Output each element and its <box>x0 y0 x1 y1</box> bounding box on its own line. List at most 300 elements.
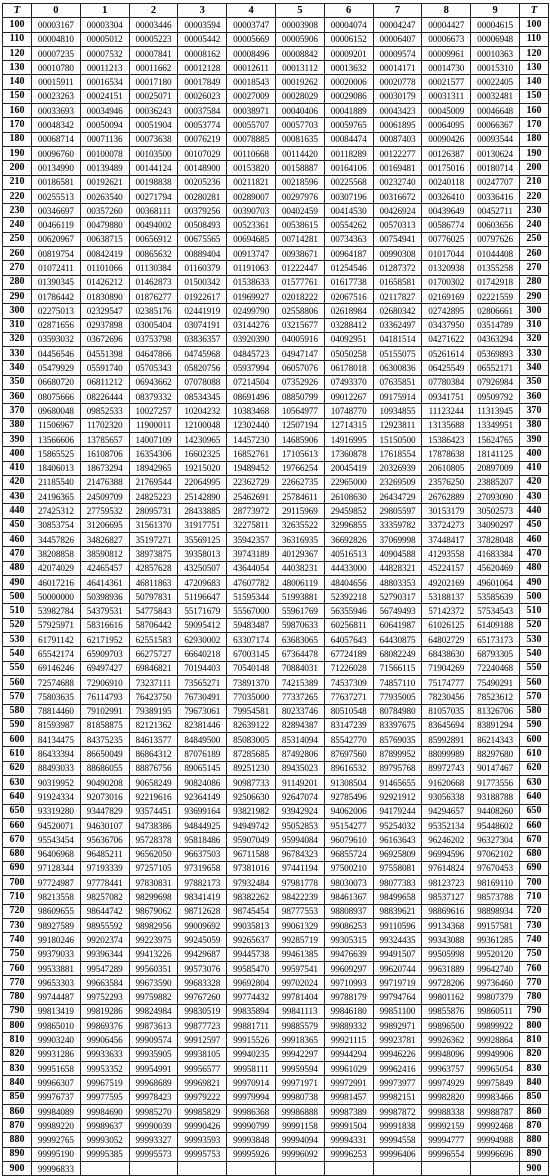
table-cell: 00009201 <box>324 46 373 60</box>
table-cell: 00797626 <box>471 232 520 246</box>
table-cell: 35197271 <box>129 532 178 546</box>
table-cell: 98644742 <box>80 904 129 918</box>
table-cell: 98257082 <box>80 890 129 904</box>
row-label-right: 340 <box>519 361 548 375</box>
row-label-left: 620 <box>3 761 32 775</box>
table-cell: 12100048 <box>178 418 227 432</box>
table-cell: 98169110 <box>471 876 520 890</box>
table-cell: 99938105 <box>178 1047 227 1061</box>
table-cell: 01426212 <box>80 275 129 289</box>
table-cell: 99991158 <box>275 1119 324 1133</box>
table-cell: 99865010 <box>32 1019 81 1033</box>
table-cell: 00008842 <box>275 46 324 60</box>
table-cell: 00004074 <box>324 18 373 32</box>
table-cell: 99673590 <box>129 976 178 990</box>
table-cell: 71226028 <box>324 661 373 675</box>
table-cell: 00192621 <box>80 175 129 189</box>
row-label-right: 690 <box>519 861 548 875</box>
table-cell: 02680342 <box>373 304 422 318</box>
row-label-right: 490 <box>519 575 548 589</box>
row-label-left: 210 <box>3 175 32 189</box>
table-cell: 91149201 <box>275 776 324 790</box>
table-cell: 38973875 <box>129 547 178 561</box>
table-cell: 99988787 <box>471 1104 520 1118</box>
table-row <box>3 776 549 790</box>
table-cell: 93574451 <box>129 804 178 818</box>
table-cell: 84134475 <box>32 733 81 747</box>
table-cell: 05261614 <box>422 347 471 361</box>
row-label-left: 870 <box>3 1119 32 1133</box>
table-row <box>3 790 549 804</box>
table-cell: 01500342 <box>178 275 227 289</box>
table-cell: 99889332 <box>324 1019 373 1033</box>
table-cell: 67364478 <box>275 647 324 661</box>
table-cell: 33724273 <box>422 518 471 532</box>
table-cell: 00107029 <box>178 146 227 160</box>
table-cell: 22662735 <box>275 475 324 489</box>
table-cell: 00015310 <box>471 61 520 75</box>
table-cell: 99992159 <box>422 1119 471 1133</box>
table-cell: 26762889 <box>422 490 471 504</box>
table-cell: 00050094 <box>80 118 129 132</box>
row-label-left: 390 <box>3 432 32 446</box>
table-cell: 00093544 <box>471 132 520 146</box>
table-cell: 53188137 <box>422 590 471 604</box>
table-cell: 99928864 <box>471 1033 520 1047</box>
table-cell: 21185540 <box>32 475 81 489</box>
table-cell: 00452711 <box>471 204 520 218</box>
row-label-right: 640 <box>519 790 548 804</box>
table-cell: 48006119 <box>275 575 324 589</box>
table-cell: 77337265 <box>275 690 324 704</box>
table-row <box>3 919 549 933</box>
table-cell: 00523361 <box>227 218 276 232</box>
table-cell: 58316616 <box>80 618 129 632</box>
table-cell: 02018222 <box>275 289 324 303</box>
table-cell: 98537127 <box>422 890 471 904</box>
table-cell: 13566606 <box>32 432 81 446</box>
table-cell: 96327304 <box>471 833 520 847</box>
table-cell: 00010363 <box>471 46 520 60</box>
table-cell: 00656912 <box>129 232 178 246</box>
row-label-right: 900 <box>519 1162 548 1176</box>
table-cell: 99993848 <box>227 1133 276 1147</box>
table-cell: 93699164 <box>178 804 227 818</box>
row-label-right: 810 <box>519 1033 548 1047</box>
table-cell: 79954581 <box>227 704 276 718</box>
table-cell: 00466119 <box>32 218 81 232</box>
table-cell: 98679062 <box>129 904 178 918</box>
table-cell: 99877723 <box>178 1019 227 1033</box>
table-cell: 00061895 <box>373 118 422 132</box>
row-label-right: 760 <box>519 961 548 975</box>
table-cell: 99994331 <box>324 1133 373 1147</box>
table-cell: 85314094 <box>275 733 324 747</box>
table-cell: 89251230 <box>227 761 276 775</box>
table-cell: 34457826 <box>32 532 81 546</box>
row-label-right: 180 <box>519 132 548 146</box>
table-cell: 48404656 <box>324 575 373 589</box>
table-cell: 99885579 <box>275 1019 324 1033</box>
table-cell: 64802729 <box>422 633 471 647</box>
table-cell: 00675565 <box>178 232 227 246</box>
table-cell: 00068714 <box>32 132 81 146</box>
table-row <box>3 490 549 504</box>
table-cell: 99157581 <box>471 919 520 933</box>
table-cell: 95254032 <box>373 818 422 832</box>
table-cell: 16108706 <box>80 447 129 461</box>
row-label-right: 280 <box>519 275 548 289</box>
table-cell: 67003145 <box>227 647 276 661</box>
table-cell: 11702320 <box>80 418 129 432</box>
table-cell: 02558806 <box>275 304 324 318</box>
table-cell: 00620967 <box>32 232 81 246</box>
table-cell: 96079610 <box>324 833 373 847</box>
table-cell: 41683384 <box>471 547 520 561</box>
row-label-left: 500 <box>3 590 32 604</box>
table-cell: 91620668 <box>422 776 471 790</box>
table-cell: 00007841 <box>129 46 178 60</box>
table-cell: 05479929 <box>32 361 81 375</box>
row-label-left: 490 <box>3 575 32 589</box>
row-label-left: 860 <box>3 1104 32 1118</box>
table-cell: 99994777 <box>422 1133 471 1147</box>
table-cell: 06178018 <box>324 361 373 375</box>
table-cell: 40516513 <box>324 547 373 561</box>
table-cell: 00004427 <box>422 18 471 32</box>
table-cell: 08379332 <box>129 390 178 404</box>
row-label-right: 500 <box>519 590 548 604</box>
row-label-left: 330 <box>3 347 32 361</box>
row-label-right: 740 <box>519 933 548 947</box>
table-cell: 99759882 <box>129 990 178 1004</box>
table-cell: 14230965 <box>178 432 227 446</box>
table-cell: 99631889 <box>422 961 471 975</box>
table-cell: 99973977 <box>373 1076 422 1090</box>
table-page <box>2 3 548 1176</box>
table-cell: 99653303 <box>32 976 81 990</box>
table-cell: 78523612 <box>471 690 520 704</box>
table-cell: 47209683 <box>178 575 227 589</box>
table-cell: 22064995 <box>178 475 227 489</box>
table-row <box>3 961 549 975</box>
column-header: 5 <box>275 4 324 18</box>
row-label-left: 510 <box>3 604 32 618</box>
table-cell: 46017216 <box>32 575 81 589</box>
row-label-right: 330 <box>519 347 548 361</box>
table-cell: 00071136 <box>80 132 129 146</box>
table-cell: 50398936 <box>80 590 129 604</box>
table-cell: 95543454 <box>32 833 81 847</box>
table-cell: 01658581 <box>373 275 422 289</box>
row-label-right: 590 <box>519 718 548 732</box>
table-cell: 97882173 <box>178 876 227 890</box>
table-cell: 00051904 <box>129 118 178 132</box>
table-cell: 31917751 <box>178 518 227 532</box>
table-cell: 63683065 <box>275 633 324 647</box>
table-cell: 02067516 <box>324 289 373 303</box>
table-cell: 89972743 <box>422 761 471 775</box>
table-cell: 30153179 <box>422 504 471 518</box>
table-row <box>3 46 549 60</box>
table-cell: 99899922 <box>471 1019 520 1033</box>
row-label-left: 570 <box>3 690 32 704</box>
table-cell: 07214504 <box>227 375 276 389</box>
table-cell: 99962416 <box>373 1061 422 1075</box>
row-label-right: 710 <box>519 890 548 904</box>
table-cell: 28773972 <box>227 504 276 518</box>
table-cell: 99954991 <box>129 1061 178 1075</box>
table-cell: 05050258 <box>324 347 373 361</box>
table-cell: 74857110 <box>373 675 422 689</box>
table-cell: 55567000 <box>227 604 276 618</box>
row-label-left: 150 <box>3 89 32 103</box>
table-cell: 00198838 <box>129 175 178 189</box>
table-row <box>3 32 549 46</box>
table-cell: 00139489 <box>80 161 129 175</box>
table-cell: 85992891 <box>422 733 471 747</box>
table-cell: 73891370 <box>227 675 276 689</box>
table-cell: 00307196 <box>324 189 373 203</box>
table-cell: 99396344 <box>80 947 129 961</box>
table-cell: 99896500 <box>422 1019 471 1033</box>
table-cell: 98299698 <box>129 890 178 904</box>
table-cell: 77935005 <box>373 690 422 704</box>
table-cell: 99134368 <box>422 919 471 933</box>
table-cell: 08226444 <box>80 390 129 404</box>
row-label-left: 270 <box>3 261 32 275</box>
table-cell: 81326706 <box>471 704 520 718</box>
row-label-left: 800 <box>3 1019 32 1033</box>
table-cell: 07352926 <box>275 375 324 389</box>
table-cell: 99461385 <box>275 947 324 961</box>
row-label-left: 220 <box>3 189 32 203</box>
table-cell: 00379256 <box>178 204 227 218</box>
table-cell: 03593032 <box>32 332 81 346</box>
table-cell: 76730491 <box>178 690 227 704</box>
table-row <box>3 247 549 261</box>
table-cell: 98982956 <box>129 919 178 933</box>
table-cell: 00019262 <box>275 75 324 89</box>
table-cell: 00017180 <box>129 75 178 89</box>
table-cell: 17618554 <box>373 447 422 461</box>
table-cell: 18141125 <box>471 447 520 461</box>
table-cell: 01130384 <box>129 261 178 275</box>
table-cell: 96711588 <box>227 847 276 861</box>
row-label-right: 560 <box>519 675 548 689</box>
column-header: 8 <box>422 4 471 18</box>
table-cell: 99324435 <box>373 933 422 947</box>
table-cell: 97500210 <box>324 861 373 875</box>
row-label-left: 280 <box>3 275 32 289</box>
row-label-right: 630 <box>519 776 548 790</box>
table-cell: 95728378 <box>129 833 178 847</box>
table-cell: 68793305 <box>471 647 520 661</box>
table-cell: 99993052 <box>80 1133 129 1147</box>
table-row <box>3 733 549 747</box>
table-cell: 99983466 <box>471 1090 520 1104</box>
table-cell: 01577761 <box>275 275 324 289</box>
table-cell: 97381016 <box>227 861 276 875</box>
table-cell: 99533881 <box>32 961 81 975</box>
table-cell: 88686055 <box>80 761 129 775</box>
table-cell: 29805597 <box>373 504 422 518</box>
table-cell: 01922617 <box>178 289 227 303</box>
table-cell: 00038971 <box>227 104 276 118</box>
table-cell: 02329547 <box>80 304 129 318</box>
table-cell: 99989220 <box>32 1119 81 1133</box>
table-cell: 00016534 <box>80 75 129 89</box>
row-label-right: 480 <box>519 561 548 575</box>
table-cell: 99986888 <box>275 1104 324 1118</box>
table-cell: 05369893 <box>471 347 520 361</box>
row-label-left: 540 <box>3 647 32 661</box>
row-label-left: 660 <box>3 818 32 832</box>
table-cell: 00938671 <box>275 247 324 261</box>
table-cell: 00003304 <box>80 18 129 32</box>
table-cell: 68082249 <box>373 647 422 661</box>
table-cell: 06425549 <box>422 361 471 375</box>
row-label-left: 680 <box>3 847 32 861</box>
table-cell: 06057076 <box>275 361 324 375</box>
table-cell: 99965054 <box>471 1061 520 1075</box>
row-label-right: 880 <box>519 1133 548 1147</box>
table-cell: 98712628 <box>178 904 227 918</box>
table-cell: 04181514 <box>373 332 422 346</box>
table-cell: 21769544 <box>129 475 178 489</box>
row-label-left: 360 <box>3 390 32 404</box>
table-cell: 89435023 <box>275 761 324 775</box>
table-cell: 00114420 <box>275 146 324 160</box>
table-cell: 99948096 <box>422 1047 471 1061</box>
table-cell: 03672696 <box>80 332 129 346</box>
table-cell: 19489452 <box>227 461 276 475</box>
table-cell: 00240118 <box>422 175 471 189</box>
table-cell: 70194403 <box>178 661 227 675</box>
table-cell: 99794764 <box>373 990 422 1004</box>
table-cell: 88099989 <box>422 747 471 761</box>
table-cell: 00494002 <box>129 218 178 232</box>
table-cell: 00096760 <box>32 146 81 160</box>
table-cell: 99926362 <box>422 1033 471 1047</box>
table-row <box>3 18 549 32</box>
table-cell: 95352134 <box>422 818 471 832</box>
table-cell: 98382262 <box>227 890 276 904</box>
row-label-right: 320 <box>519 332 548 346</box>
table-cell: 00027009 <box>227 89 276 103</box>
row-label-left: 140 <box>3 75 32 89</box>
column-header: 9 <box>471 4 520 18</box>
table-cell: 99413226 <box>129 947 178 961</box>
table-cell: 00043423 <box>373 104 422 118</box>
table-cell: 83147239 <box>324 718 373 732</box>
table-cell: 00037584 <box>178 104 227 118</box>
table-cell: 90987733 <box>227 776 276 790</box>
table-cell: 92647074 <box>275 790 324 804</box>
table-cell: 52392218 <box>324 590 373 604</box>
table-row <box>3 1076 549 1090</box>
table-cell: 00586774 <box>422 218 471 232</box>
row-label-right: 220 <box>519 189 548 203</box>
table-cell: 47607782 <box>227 575 276 589</box>
table-row <box>3 818 549 832</box>
table-cell: 44828321 <box>373 561 422 575</box>
table-cell: 00009574 <box>373 46 422 60</box>
corner-label-right: T <box>519 4 548 18</box>
table-cell: 23885207 <box>471 475 520 489</box>
table-cell: 89616532 <box>324 761 373 775</box>
table-cell: 99692804 <box>227 976 276 990</box>
table-cell: 44433000 <box>324 561 373 575</box>
table-cell: 22362729 <box>227 475 276 489</box>
table-cell: 99445738 <box>227 947 276 961</box>
table-cell: 00263540 <box>80 189 129 203</box>
table-cell: 99086253 <box>324 919 373 933</box>
table-cell: 97614824 <box>422 861 471 875</box>
table-cell: 79673061 <box>178 704 227 718</box>
table-cell: 97558081 <box>373 861 422 875</box>
table-cell: 07635851 <box>373 375 422 389</box>
table-cell: 99752293 <box>80 990 129 1004</box>
table-cell: 14916995 <box>324 432 373 446</box>
table-cell: 63307174 <box>227 633 276 647</box>
table-cell: 92073016 <box>80 790 129 804</box>
table-cell: 07493370 <box>324 375 373 389</box>
table-cell: 66275727 <box>129 647 178 661</box>
table-cell: 99996833 <box>32 1162 81 1176</box>
table-cell: 99846180 <box>324 1004 373 1018</box>
table-cell: 15150500 <box>373 432 422 446</box>
table-cell: 99992468 <box>471 1119 520 1133</box>
table-cell: 99520120 <box>471 947 520 961</box>
table-cell: 01101066 <box>80 261 129 275</box>
table-row <box>3 861 549 875</box>
row-label-right: 440 <box>519 504 548 518</box>
table-cell: 01700302 <box>422 275 471 289</box>
table-cell: 04551398 <box>80 347 129 361</box>
table-cell: 32635522 <box>275 518 324 532</box>
row-label-right: 250 <box>519 232 548 246</box>
row-label-left: 520 <box>3 618 32 632</box>
table-cell: 00013632 <box>324 61 373 75</box>
table-row <box>3 189 549 203</box>
table-cell: 45620469 <box>471 561 520 575</box>
table-cell: 00022405 <box>471 75 520 89</box>
table-cell: 39358013 <box>178 547 227 561</box>
table-cell: 02221559 <box>471 289 520 303</box>
table-cell: 01876277 <box>129 289 178 303</box>
row-label-right: 830 <box>519 1061 548 1075</box>
table-cell: 24196365 <box>32 490 81 504</box>
table-cell: 99946226 <box>373 1047 422 1061</box>
table-cell: 99995926 <box>227 1147 276 1161</box>
table-cell: 82639122 <box>227 718 276 732</box>
table-cell: 70540148 <box>227 661 276 675</box>
table-cell: 01320938 <box>422 261 471 275</box>
table-cell: 99597541 <box>275 961 324 975</box>
table-cell: 02871656 <box>32 318 81 332</box>
table-cell: 02385176 <box>129 304 178 318</box>
table-cell: 92506630 <box>227 790 276 804</box>
table-row <box>3 304 549 318</box>
table-cell: 57925971 <box>32 618 81 632</box>
row-label-right: 510 <box>519 604 548 618</box>
table-cell: 05820756 <box>178 361 227 375</box>
table-cell: 44038231 <box>275 561 324 575</box>
table-cell: 36316935 <box>275 532 324 546</box>
column-header: 0 <box>32 4 81 18</box>
table-cell: 28433885 <box>178 504 227 518</box>
